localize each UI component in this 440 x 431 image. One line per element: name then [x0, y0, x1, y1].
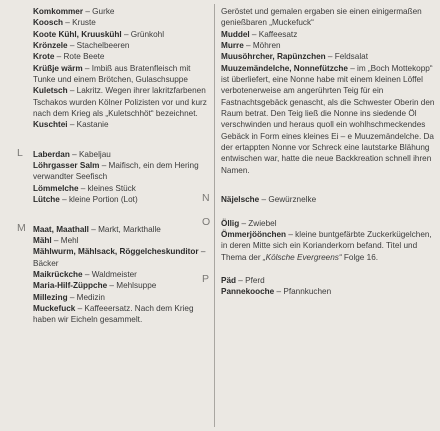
- glossary-entry: Maat, Maathall – Markt, Markthalle: [33, 224, 161, 234]
- glossary-entry: Kuschtei – Kastanie: [33, 120, 109, 130]
- glossary-entry: Näjelsche – Gewürznelke: [221, 195, 317, 205]
- glossary-entry: Millezing – Medizin: [33, 292, 105, 302]
- glossary-entry: Mählwurm, Mählsack, Röggelcheskunditor – Bäcker: [33, 247, 206, 268]
- glossary-entry: Maria-Hilf-Züppche – Mehlsuppe: [33, 281, 157, 291]
- glossary-entry: Komkommer – Gurke: [33, 7, 115, 16]
- section-letter: M: [17, 221, 26, 234]
- glossary-entry: Muuzemändelche, Nonnefützche – im „Boch Mottekopp“ ist überliefert, eine Nonne habe mit einem kleinen Löffel verbotenerweise am angerührten Teig für ein Fastnachtsgebäck genascht, als die Schwester Oberin den Raum betrat. Den Teig ließ die Nonne ins siedende Öl verschwinden und heraus quoll ein wohlhschmeckendes Gebäck in Form eines kleines Ei – e Muuzemändelche. Da der ertappten Nonne vor Schreck eine lautstarke Blähung entwischen war, hatte die neue Backkreation schnell ihren Namen.: [221, 63, 435, 175]
- glossary-entry: Pannekooche – Pfannkuchen: [221, 287, 332, 297]
- right-column: [202, 6, 435, 312]
- section-p: [202, 272, 435, 298]
- section-n: [202, 192, 435, 205]
- section-letter: O: [202, 215, 211, 228]
- glossary-entry: Lütche – kleine Portion (Lot): [33, 195, 138, 205]
- glossary-entry: Laberdan – Kabeljau: [33, 149, 111, 159]
- section-letter: N: [202, 192, 210, 205]
- glossary-entry: Krote – Rote Beete: [33, 52, 105, 62]
- glossary-entry: Muddel – Kaffeesatz: [221, 29, 298, 39]
- section-l: [17, 146, 207, 206]
- glossary-entry: Koosch – Kruste: [33, 18, 96, 28]
- glossary-entry: Muckefuck – Kaffeeersatz. Nach dem Krieg haben wir Eicheln gesammelt.: [33, 303, 194, 325]
- section-m: [17, 221, 210, 326]
- glossary-entry: Öllig – Zwiebel: [221, 218, 277, 228]
- glossary-entry: Kuletsch – Lakritz. Wegen ihrer lakritzfarbenen Tschakos wurden Kölner Polizisten vor und kurz nach dem Krieg als „Kuletschhöt“ bezeichnet.: [33, 86, 207, 119]
- glossary-entry: Ömmerjöönchen – kleine buntgefärbte Zuckerkügelchen, in deren Mitte sich ein Korianderkorn befand. Titel und Thema der „Kölsche Evergreens“ Folge 16.: [221, 229, 432, 262]
- intro-text: Geröstet und gemalen ergaben sie einen einigermaßen genießbaren „Muckefuck“: [221, 7, 422, 28]
- glossary-entry: Murre – Möhren: [221, 41, 281, 51]
- left-column: [17, 6, 210, 340]
- section-k: [17, 6, 207, 131]
- glossary-entry: Mähl – Mehl: [33, 235, 79, 245]
- glossary-entry: Maikrückche – Waldmeister: [33, 269, 137, 279]
- glossary-entry: Löhrgasser Salm – Maifisch, ein dem Hering verwandter Seefisch: [33, 161, 199, 182]
- section-letter: L: [17, 146, 23, 159]
- section-o: [202, 215, 435, 263]
- glossary-entry: Päd – Pferd: [221, 275, 265, 285]
- glossary-entry: Krüßje wärm – Imbiß aus Bratenfleisch mit Tunke und einem Brötchen, Gulaschsuppe: [33, 63, 191, 85]
- section-m-continued: [207, 6, 435, 176]
- section-letter: P: [202, 272, 210, 285]
- glossary-entry: Koote Kühl, Kruuskühl – Grünkohl: [33, 29, 165, 39]
- glossary-entry: Lömmelche – kleines Stück: [33, 183, 136, 193]
- glossary-entry: Muusöhrcher, Rapünzchen – Feldsalat: [221, 52, 368, 62]
- glossary-entry: Krönzele – Stachelbeeren: [33, 41, 130, 51]
